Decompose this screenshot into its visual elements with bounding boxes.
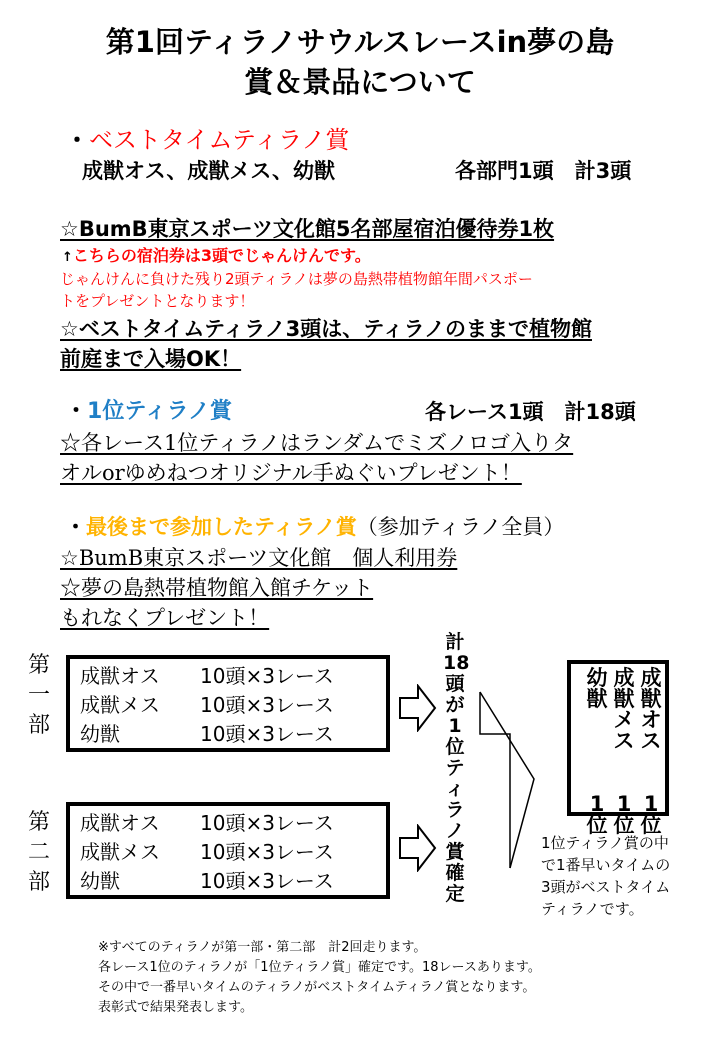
result-char: 位: [586, 813, 608, 837]
best-time-prize: ☆BumB東京スポーツ文化館5名部屋宿泊優待券1枚: [60, 217, 555, 241]
result-note-line: で1番早いタイムの: [541, 856, 671, 874]
result-char: 成: [613, 666, 635, 690]
result-column-female: [611, 668, 637, 836]
participation-heading: 最後まで参加したティラノ賞: [86, 515, 357, 539]
participation-prize-line3: もれなくプレゼント！: [60, 606, 270, 630]
part2-label-char: 二: [27, 840, 50, 865]
result-char: 1: [643, 792, 659, 816]
result-note-line: ティラノです。: [541, 900, 644, 918]
participation-heading-suffix: （参加ティラノ全員）: [356, 515, 565, 539]
footer-line: 表彰式で結果発表します。: [98, 1000, 253, 1015]
best-time-note-row: [62, 245, 371, 269]
vertical-total-char: 18: [443, 652, 470, 674]
best-time-count: 各部門1頭 計3頭: [455, 159, 632, 183]
result-char: ス: [640, 729, 662, 753]
first-place-heading-row: [65, 397, 232, 427]
row-count: 10頭×3レース: [200, 811, 334, 835]
best-time-categories: 成獣オス、成獣メス、幼獣: [82, 159, 336, 183]
row-category: 成獣メス: [80, 840, 160, 864]
result-note: [541, 832, 670, 920]
part1-row: [80, 719, 334, 749]
result-column-male: [638, 668, 664, 836]
best-time-extra-line2: 前庭まで入場OK！: [60, 347, 242, 371]
part2-label-char: 第: [27, 810, 50, 835]
row-category: 幼獣: [80, 722, 120, 746]
row-category: 成獣メス: [80, 693, 160, 717]
vertical-total-char: 頭: [445, 673, 465, 695]
row-count: 10頭×3レース: [200, 869, 334, 893]
part2-label-char: 部: [27, 870, 50, 895]
result-spacer: [584, 752, 610, 773]
best-time-note-line2: じゃんけんに負けた残り2頭ティラノは夢の島熱帯植物館年間パスポー: [60, 270, 533, 288]
first-place-prize-line1: ☆各レース1位ティラノはランダムでミズノロゴ入りタ: [60, 431, 574, 455]
result-spacer: [584, 710, 610, 731]
bullet: ・: [65, 399, 88, 424]
footer-notes: [98, 938, 541, 1018]
row-count: 10頭×3レース: [200, 664, 334, 688]
row-count: 10頭×3レース: [200, 722, 334, 746]
result-char: メ: [613, 708, 635, 732]
result-note-line: 3頭がベストタイム: [541, 878, 671, 896]
up-arrow-icon: ↑: [62, 250, 73, 265]
footer-line: その中で一番早いタイムのティラノがベストタイムティラノ賞となります。: [98, 980, 536, 995]
arrow-right-icon: [398, 824, 438, 872]
result-char: 位: [613, 813, 635, 837]
result-spacer: [638, 773, 664, 794]
part2-box: [66, 802, 390, 899]
arrow-right-icon: [398, 684, 438, 732]
page-title-line1: 第1回ティラノサウルスレースin夢の島: [105, 25, 615, 59]
best-time-heading: ベストタイムティラノ賞: [89, 126, 350, 154]
first-place-count: 各レース1頭 計18頭: [425, 400, 636, 424]
first-place-heading: 1位ティラノ賞: [87, 399, 232, 424]
participation-prize-line1: ☆BumB東京スポーツ文化館 個人利用券: [60, 546, 458, 570]
page-title-line2: 賞＆景品について: [244, 65, 476, 99]
part1-label-char: 部: [27, 713, 50, 738]
part1-label-char: 第: [27, 653, 50, 678]
best-time-note-bold: こちらの宿泊券は3頭でじゃんけんです。: [72, 246, 371, 265]
result-char: 1: [616, 792, 632, 816]
vertical-total-char: 確: [445, 862, 465, 884]
result-note-line: 1位ティラノ賞の中: [541, 834, 669, 852]
part1-label: [24, 651, 54, 741]
vertical-total-char: テ: [445, 757, 465, 779]
vertical-total-char: 1: [448, 715, 462, 737]
vertical-total-char: 計: [445, 631, 465, 653]
vertical-total-char: ラ: [445, 799, 465, 821]
result-spacer: [611, 773, 637, 794]
result-spacer: [584, 773, 610, 794]
bullet: ・: [65, 126, 89, 154]
result-char: ス: [613, 729, 635, 753]
vertical-total-char: ノ: [445, 820, 465, 842]
result-char: 1: [589, 792, 605, 816]
vertical-total-char: 位: [445, 736, 465, 758]
part1-label-char: 一: [27, 683, 50, 708]
part2-row: [80, 837, 334, 867]
row-category: 成獣オス: [80, 811, 160, 835]
row-count: 10頭×3レース: [200, 693, 334, 717]
vertical-total-char: 賞: [445, 841, 465, 863]
result-char: 獣: [640, 687, 662, 711]
result-spacer: [611, 752, 637, 773]
row-count: 10頭×3レース: [200, 840, 334, 864]
result-spacer: [584, 731, 610, 752]
result-column-youjuu: [584, 668, 610, 836]
best-time-heading-row: [65, 124, 349, 156]
participation-heading-row: [65, 512, 564, 542]
part2-row: [80, 866, 334, 896]
footer-line: 各レース1位のティラノが「1位ティラノ賞」確定です。18レースあります。: [98, 960, 541, 975]
part2-label: [24, 808, 54, 898]
row-category: 幼獣: [80, 869, 120, 893]
first-place-prize-line2: オルorゆめねつオリジナル手ぬぐいプレゼント！: [60, 461, 522, 485]
result-char: オ: [640, 708, 662, 732]
part1-row: [80, 661, 334, 691]
result-char: 成: [640, 666, 662, 690]
vertical-total-char: 定: [445, 883, 465, 905]
part2-row: [80, 808, 334, 838]
row-category: 成獣オス: [80, 664, 160, 688]
footer-line: ※すべてのティラノが第一部・第二部 計2回走ります。: [98, 940, 427, 955]
best-time-note-line3: トをプレゼントとなります！: [60, 292, 255, 310]
result-char: 幼: [586, 666, 608, 690]
vertical-total-char: が: [445, 694, 465, 716]
bullet: ・: [65, 515, 86, 539]
result-char: 獣: [586, 687, 608, 711]
result-char: 位: [640, 813, 662, 837]
result-spacer: [638, 752, 664, 773]
vertical-total-text: [443, 631, 470, 905]
best-time-extra-line1: ☆ベストタイムティラノ3頭は、ティラノのままで植物館: [60, 317, 592, 341]
result-box: [567, 660, 669, 837]
large-arrow-right-icon: [478, 690, 538, 870]
participation-prize-line2: ☆夢の島熱帯植物館入館チケット: [60, 576, 374, 600]
part1-box: [66, 655, 390, 752]
vertical-total-char: ィ: [445, 778, 465, 800]
part1-row: [80, 690, 334, 720]
result-char: 獣: [613, 687, 635, 711]
